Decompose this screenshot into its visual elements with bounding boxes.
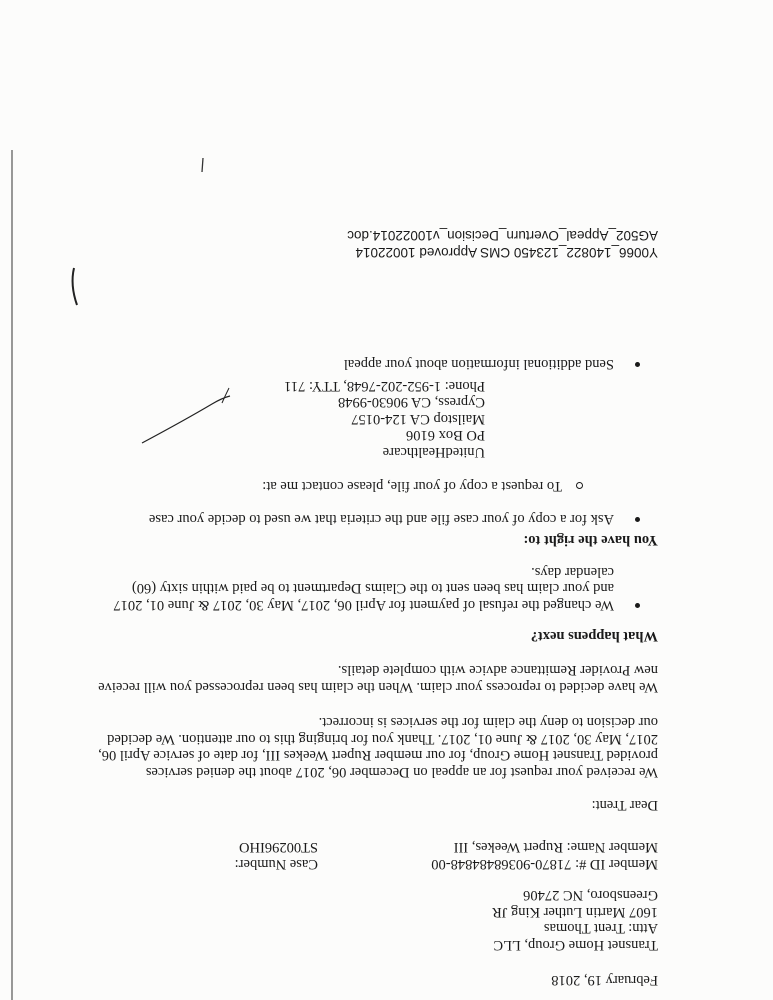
paragraph-line: 2017, May 30, 2017 & June 01, 2017. Thank you for bringing this to our attention. We decided	[107, 731, 658, 747]
footer-cms-code: Y0066_140822_123450 CMS Approved 10022014	[355, 245, 658, 260]
address-line: Transnet Home Group, LLC	[493, 937, 658, 953]
contact-line: Cypress, CA 90630-9948	[337, 394, 485, 411]
heading-your-rights: You have the right to:	[523, 532, 658, 548]
paragraph-line: We received your request for an appeal on December 06, 2017 about the denied services	[145, 764, 658, 780]
paragraph-line: our decision to deny the claim for the services is incorrect.	[318, 714, 658, 731]
bullet-line: and your claim has been sent to the Claims Department to be paid within sixty (60)	[131, 580, 614, 597]
salutation: Dear Trent:	[591, 797, 658, 813]
bullet-line: Send additional information about your appeal	[343, 356, 614, 372]
address-line: 1607 Martin Luther King JR	[492, 904, 658, 920]
paragraph-line: provided Transnet Home Group, for our member Rupert Weekes III, for date of service April 06,	[98, 747, 658, 764]
pen-stroke-mark	[222, 388, 229, 403]
footer-document-name: AG502_Appeal_Overturn_Decision_v10022014.doc	[347, 228, 658, 243]
member-id: Member ID #: 71870-90368484848-00	[431, 856, 658, 872]
bullet-line: calendar days.	[531, 564, 614, 580]
letter-date: February 19, 2018	[551, 972, 658, 988]
margin-tick	[202, 158, 203, 172]
bullet-line: Ask for a copy of your case file and the criteria that we used to decide your case	[148, 511, 614, 527]
contact-line: Phone: 1-952-202-7648, TTY: 711	[284, 378, 485, 394]
paragraph-line: new Provider Remittance advice with complete details.	[337, 662, 658, 679]
contact-line: UnitedHealthcare	[382, 444, 485, 460]
pen-stroke-mark	[142, 396, 230, 443]
sub-bullet-text: To request a copy of your file, please contact me at:	[262, 478, 562, 494]
contact-line: Mailstop CA 124-0157	[351, 411, 485, 427]
case-number: Case Number: ST00296IHO	[234, 839, 318, 872]
contact-line: PO Box 6106	[406, 427, 485, 444]
margin-mark	[73, 268, 77, 305]
member-name: Member Name: Rupert Weekes, III	[453, 839, 658, 855]
address-line: Greensboro, NC 27406	[523, 887, 658, 904]
address-line: Attn: Trent Thomas	[543, 920, 658, 937]
paragraph-line: We have decided to reprocess your claim. When the claim has been reprocessed you will receive	[98, 679, 658, 695]
bullet-line: We changed the refusal of payment for April 06, 2017, May 30, 2017 & June 01, 2017	[113, 597, 614, 613]
heading-what-happens-next: What happens next?	[530, 628, 658, 644]
